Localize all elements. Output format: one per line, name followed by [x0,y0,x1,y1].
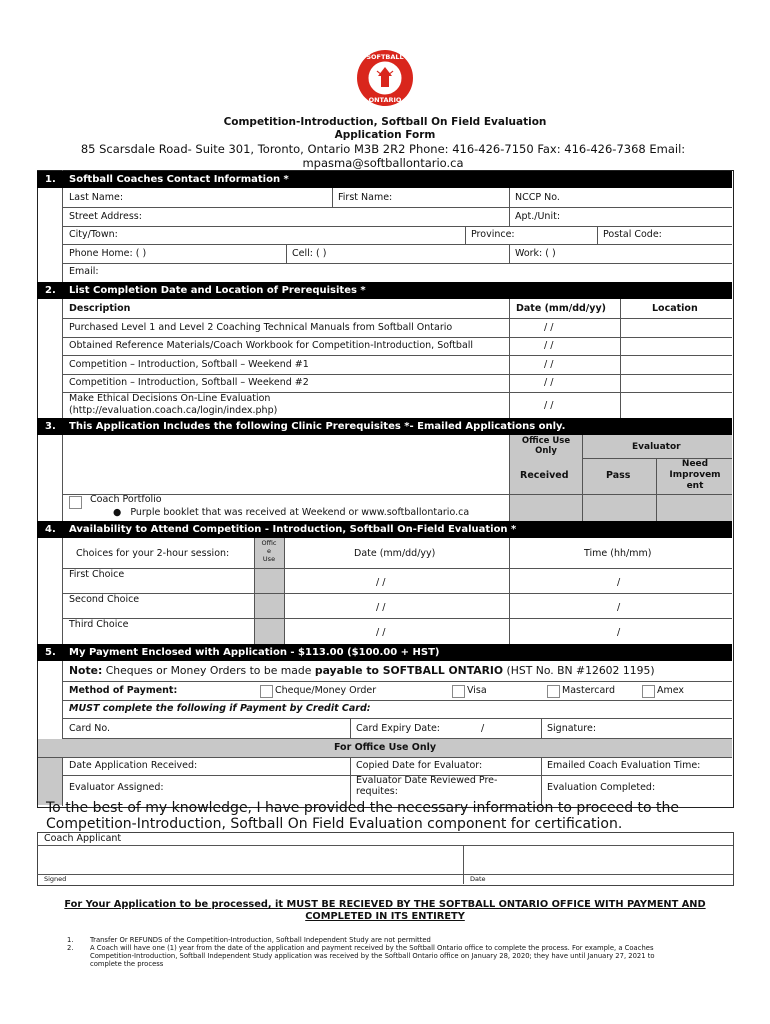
evaluator-label: Evaluator [632,442,681,452]
amex-checkbox[interactable] [642,685,655,698]
province-field[interactable]: Province: [471,229,515,240]
nccp-field[interactable]: NCCP No. [515,192,560,203]
card-expiry-slash: / [481,723,485,734]
card-signature-field[interactable]: Signature: [547,723,597,734]
city-field[interactable]: City/Town: [69,229,118,240]
coach-portfolio-checkbox[interactable] [69,496,82,509]
street-address-field[interactable]: Street Address: [69,211,142,222]
portfolio-bullet: ● Purple booklet that was received at Weekend or www.softballontario.ca [113,507,470,518]
signature-input[interactable] [38,846,462,873]
choices-header: Choices for your 2-hour session: [76,548,230,559]
payment-note: Note: Cheques or Money Orders to be made payable to SOFTBALL ONTARIO (HST No. BN #12602 1195) [69,664,655,677]
visa-checkbox[interactable] [452,685,465,698]
coach-portfolio-label: Coach Portfolio [90,494,162,505]
coach-applicant-label: Coach Applicant [44,833,122,844]
time-header: Time (hh/mm) [584,548,652,559]
date-input[interactable] [464,846,731,873]
ethics-url[interactable]: (http://evaluation.coach.ca/login/index.php) [69,405,278,416]
prereq-date[interactable]: / / [544,359,554,370]
note-1-text: Transfer Or REFUNDS of the Competition-Introduction, Softball Independent Study are not permitted [90,936,431,944]
prereq-row-ethics: Make Ethical Decisions On-Line Evaluation [69,393,271,404]
submission-notice: For Your Application to be processed, it MUST BE RECIEVED BY THE SOFTBALL ONTARIO OFFICE WITH PAYMENT AND COMPLETED IN ITS ENTIRETY [64,899,706,922]
second-choice-label: Second Choice [69,594,140,605]
prereq-row: Purchased Level 1 and Level 2 Coaching Technical Manuals from Softball Ontario [69,322,453,333]
section-2-header: 2. List Completion Date and Location of Prerequisites * [37,282,732,299]
copied-date-field[interactable]: Copied Date for Evaluator: [356,760,483,771]
section-4-header: 4. Availability to Attend Competition - Introduction, Softball On-Field Evaluation * [37,521,732,538]
work-phone-field[interactable]: Work: ( ) [515,248,556,259]
form-title: Competition-Introduction, Softball On Field Evaluation [223,116,547,128]
logo-top-text: SOFTBALL [366,53,404,61]
cheque-label: Cheque/Money Order [275,685,377,696]
note-2-num: 2. [67,944,74,952]
declaration-text: To the best of my knowledge, I have provided the necessary information to proceed to the Competition-Introduction, Softball On Field Evaluation component for certification. [46,800,680,832]
credit-card-instructions: MUST complete the following if Payment by Credit Card: [69,703,371,714]
date-label: Date [470,875,486,883]
second-choice-date[interactable]: / / [376,602,386,613]
third-choice-date[interactable]: / / [376,627,386,638]
need-improvement-label: Need Improvem ent [669,459,721,491]
section-5-header: 5. My Payment Enclosed with Application - $113.00 ($100.00 + HST) [37,644,732,661]
emailed-time-field[interactable]: Emailed Coach Evaluation Time: [547,760,701,771]
email-field[interactable]: Email: [69,266,99,277]
evaluation-completed-field[interactable]: Evaluation Completed: [547,782,656,793]
softball-ontario-logo [356,49,414,107]
cell-field[interactable]: Cell: ( ) [292,248,327,259]
evaluator-reviewed-field[interactable]: Evaluator Date Reviewed Pre- requites: [356,775,498,797]
visa-label: Visa [467,685,487,696]
pass-label: Pass [606,470,631,481]
method-of-payment-label: Method of Payment: [69,685,178,696]
received-label: Received [520,470,569,481]
col-description: Description [69,303,131,314]
logo-bottom-text: ONTARIO [368,96,402,104]
note-1-num: 1. [67,936,74,944]
note-2-text: A Coach will have one (1) year from the date of the application and payment received by the Softball Ontario office to complete the process. For example, a Coaches Competition-Introduction, Softball Independent Study application was received by the Softball Ontario office on January 28, 2020; they have until January 27, 2021 to complete the process [90,944,655,968]
signed-label: Signed [44,875,67,883]
col-date: Date (mm/dd/yy) [516,303,606,314]
office-use-title: For Office Use Only [333,742,437,753]
form-subtitle: Application Form [334,129,436,141]
address-line: 85 Scarsdale Road- Suite 301, Toronto, Ontario M3B 2R2 Phone: 416-426-7150 Fax: 416-426-7368 Email: [80,142,686,156]
first-choice-time[interactable]: / [617,577,621,588]
prereq-row: Competition – Introduction, Softball – Weekend #2 [69,377,309,388]
first-name-field[interactable]: First Name: [338,192,393,203]
second-choice-time[interactable]: / [617,602,621,613]
evaluator-assigned-field[interactable]: Evaluator Assigned: [69,782,164,793]
email-address[interactable]: mpasma@softballontario.ca [302,156,464,170]
mastercard-checkbox[interactable] [547,685,560,698]
office-use-only-label: Office Use Only [521,436,571,456]
prereq-date[interactable]: / / [544,400,554,411]
first-choice-date[interactable]: / / [376,577,386,588]
third-choice-time[interactable]: / [617,627,621,638]
prereq-row: Competition – Introduction, Softball – Weekend #1 [69,359,309,370]
contact-address [58,142,708,170]
date-header: Date (mm/dd/yy) [354,548,436,559]
card-expiry-field[interactable]: Card Expiry Date: [356,723,440,734]
office-use-header: Offic e Use [261,539,277,563]
postal-code-field[interactable]: Postal Code: [603,229,662,240]
section-3-header: 3. This Application Includes the following Clinic Prerequisites *- Emailed Applications only. [37,418,732,435]
date-received-field[interactable]: Date Application Received: [69,760,198,771]
third-choice-label: Third Choice [69,619,129,630]
card-number-field[interactable]: Card No. [69,723,111,734]
prereq-date[interactable]: / / [544,340,554,351]
col-location: Location [652,303,698,314]
prereq-date[interactable]: / / [544,322,554,333]
prereq-row: Obtained Reference Materials/Coach Workbook for Competition-Introduction, Softball [69,340,474,351]
cheque-checkbox[interactable] [260,685,273,698]
prereq-date[interactable]: / / [544,377,554,388]
apt-unit-field[interactable]: Apt./Unit: [515,211,561,222]
section-1-header: 1. Softball Coaches Contact Information * [37,171,732,188]
mastercard-label: Mastercard [562,685,616,696]
first-choice-label: First Choice [69,569,125,580]
phone-home-field[interactable]: Phone Home: ( ) [69,248,147,259]
amex-label: Amex [657,685,685,696]
last-name-field[interactable]: Last Name: [69,192,124,203]
